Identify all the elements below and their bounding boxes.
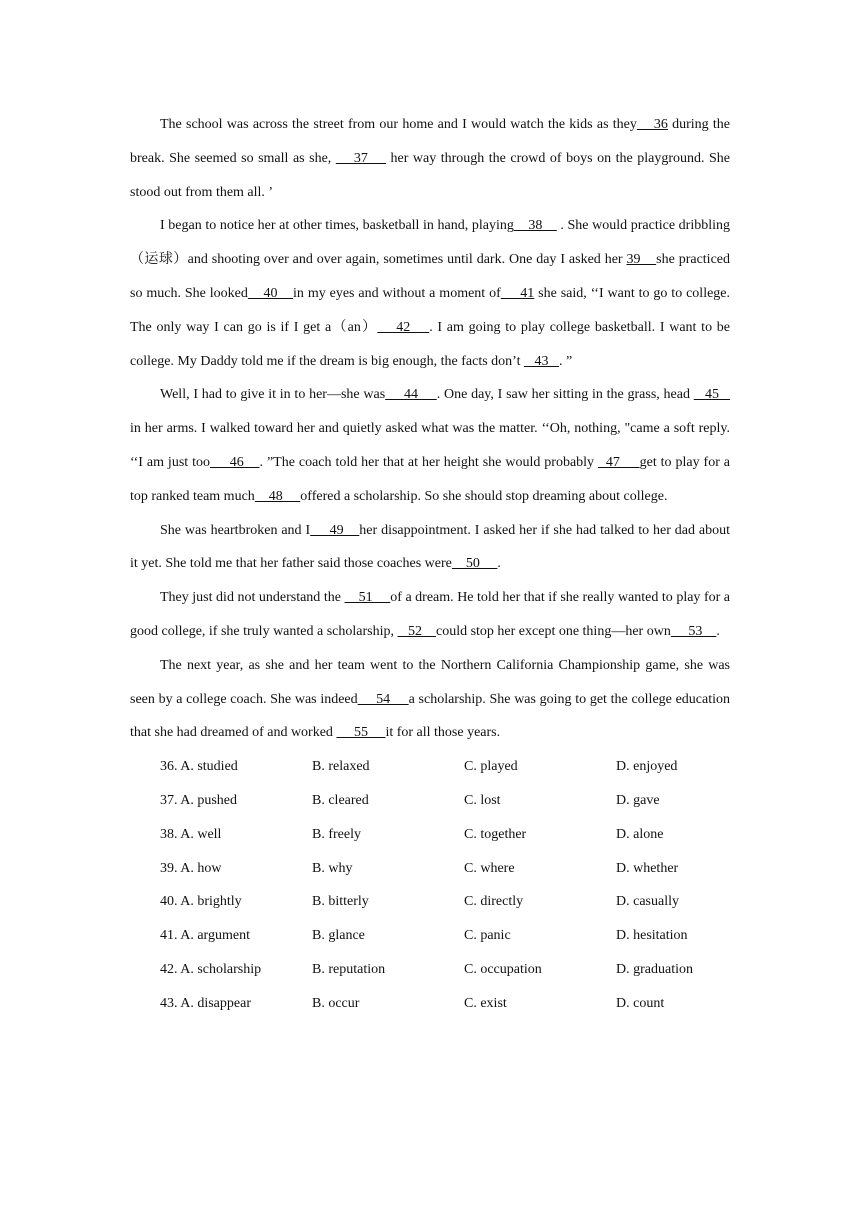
- answer-blank: 50: [451, 556, 498, 572]
- answer-blank: 39: [626, 252, 657, 268]
- option-choice: D. gave: [616, 792, 660, 808]
- option-row: [130, 919, 730, 953]
- option-row: [130, 750, 730, 784]
- passage-text: offered a scholarship. So she should stop dreaming about college.: [300, 488, 668, 504]
- passage-text: The next year, as she and her team went to the Northern California Championship game, she was seen by a college coach. She was indeed: [130, 657, 730, 707]
- option-choice: 43. A. disappear: [160, 995, 251, 1011]
- passage-text: could stop her except one thing—her own: [435, 623, 671, 639]
- option-row: [130, 885, 730, 919]
- option-row: [130, 987, 730, 1021]
- answer-blank: 40: [247, 285, 294, 301]
- answer-blank: 52: [397, 623, 436, 639]
- passage-text: she said, ‘‘I want to go to college. The only way I can go is if I get a（an）: [130, 285, 731, 335]
- option-choice: C. exist: [464, 995, 507, 1011]
- passage-paragraph: [130, 108, 730, 209]
- passage-text: They just did not understand the: [160, 590, 345, 606]
- answer-blank: 36: [636, 117, 668, 132]
- passage-text: . ”The coach told her that at her height she would probably: [259, 454, 598, 470]
- passage-text: in her arms. I walked toward her and quietly asked what was the matter. ‘‘Oh, nothing, "came a soft reply. ‘‘I am just too: [130, 421, 730, 470]
- option-choice: D. count: [616, 995, 665, 1011]
- answer-blank: 43: [523, 353, 559, 369]
- passage-paragraph: [130, 209, 730, 378]
- option-choice: C. where: [464, 860, 515, 876]
- option-choice: 37. A. pushed: [160, 792, 237, 808]
- answer-blank: 48: [254, 488, 301, 504]
- passage-text: during the break. She seemed so small as she,: [130, 117, 731, 166]
- option-choice: D. graduation: [616, 961, 693, 977]
- option-choice: D. alone: [616, 826, 664, 842]
- passage-text: her disappointment. I asked her if she had talked to her dad about it yet. She told me that her father said those coaches were: [130, 522, 730, 572]
- answer-blank: 41: [500, 285, 535, 301]
- passage-text: .: [497, 556, 501, 572]
- option-choice: D. whether: [616, 860, 679, 876]
- option-choice: 38. A. well: [160, 826, 222, 842]
- option-choice: B. bitterly: [312, 894, 369, 910]
- answer-blank: 53: [670, 623, 717, 639]
- option-choice: B. why: [312, 860, 353, 876]
- option-choice: 40. A. brightly: [160, 894, 242, 910]
- option-choice: B. freely: [312, 826, 361, 842]
- answer-blank: 44: [385, 387, 437, 403]
- passage-text: get to play for a top ranked team much: [130, 454, 731, 504]
- option-choice: 41. A. argument: [160, 928, 250, 944]
- option-row: [130, 852, 730, 886]
- option-choice: C. together: [464, 826, 527, 842]
- passage-text: .: [716, 623, 720, 639]
- answer-blank: 46: [210, 454, 260, 470]
- answer-blank: 47: [598, 454, 640, 470]
- passage-text: her way through the crowd of boys on the playground. She stood out from them all. ’: [130, 150, 730, 200]
- option-choice: 42. A. scholarship: [160, 961, 262, 977]
- option-choice: 36. A. studied: [160, 759, 238, 775]
- passage-paragraph: [130, 378, 730, 513]
- answer-blank: 45: [693, 387, 731, 403]
- passage-text: a scholarship. She was going to get the college education that she had dreamed of and worked: [130, 691, 730, 741]
- option-choice: B. glance: [312, 928, 365, 944]
- passage-text: . I am going to play college basketball. I want to be college. My Daddy told me if the dream is big enough, the facts don’t: [130, 319, 731, 369]
- option-choice: D. casually: [616, 894, 679, 910]
- option-choice: B. relaxed: [312, 759, 370, 775]
- answer-blank: 51: [344, 590, 391, 606]
- option-choice: 39. A. how: [160, 860, 222, 876]
- answer-blank: 42: [377, 319, 430, 335]
- answer-blank: 37: [335, 150, 386, 166]
- passage-text: The school was across the street from our home and I would watch the kids as they: [160, 117, 637, 132]
- answer-options: [130, 750, 730, 1020]
- answer-blank: 49: [310, 522, 360, 538]
- option-row: [130, 818, 730, 852]
- passage-paragraph: [130, 514, 730, 582]
- option-choice: C. lost: [464, 792, 501, 808]
- option-choice: C. panic: [464, 928, 511, 944]
- option-row: [130, 953, 730, 987]
- passage-text: in my eyes and without a moment of: [293, 285, 501, 301]
- answer-blank: 38: [513, 218, 557, 234]
- option-choice: D. hesitation: [616, 928, 688, 944]
- passage-paragraph: [130, 649, 730, 750]
- passage-text: Well, I had to give it in to her—she was: [160, 387, 386, 403]
- option-choice: B. occur: [312, 995, 360, 1011]
- option-choice: C. played: [464, 759, 518, 775]
- option-choice: D. enjoyed: [616, 759, 678, 775]
- passage-text: . One day, I saw her sitting in the grass, head: [436, 387, 694, 403]
- option-row: [130, 784, 730, 818]
- option-choice: C. directly: [464, 894, 524, 910]
- document-page: [130, 108, 730, 1021]
- option-choice: C. occupation: [464, 961, 542, 977]
- option-choice: B. reputation: [312, 961, 386, 977]
- cloze-passage: [130, 108, 730, 750]
- passage-text: She was heartbroken and I: [160, 522, 311, 538]
- passage-text: it for all those years.: [385, 725, 501, 741]
- answer-blank: 55: [336, 725, 386, 741]
- option-choice: B. cleared: [312, 792, 369, 808]
- passage-text: . ”: [558, 353, 573, 369]
- answer-blank: 54: [357, 691, 409, 707]
- passage-text: she practiced so much. She looked: [130, 252, 730, 301]
- passage-text: of a dream. He told her that if she really wanted to play for a good college, if she truly wanted a scholarship,: [130, 590, 731, 639]
- passage-text: . She would practice dribbling（运球）and shooting over and over again, sometimes until dark. One day I asked her: [130, 218, 730, 268]
- passage-paragraph: [130, 581, 730, 649]
- passage-text: I began to notice her at other times, basketball in hand, playing: [160, 218, 514, 234]
